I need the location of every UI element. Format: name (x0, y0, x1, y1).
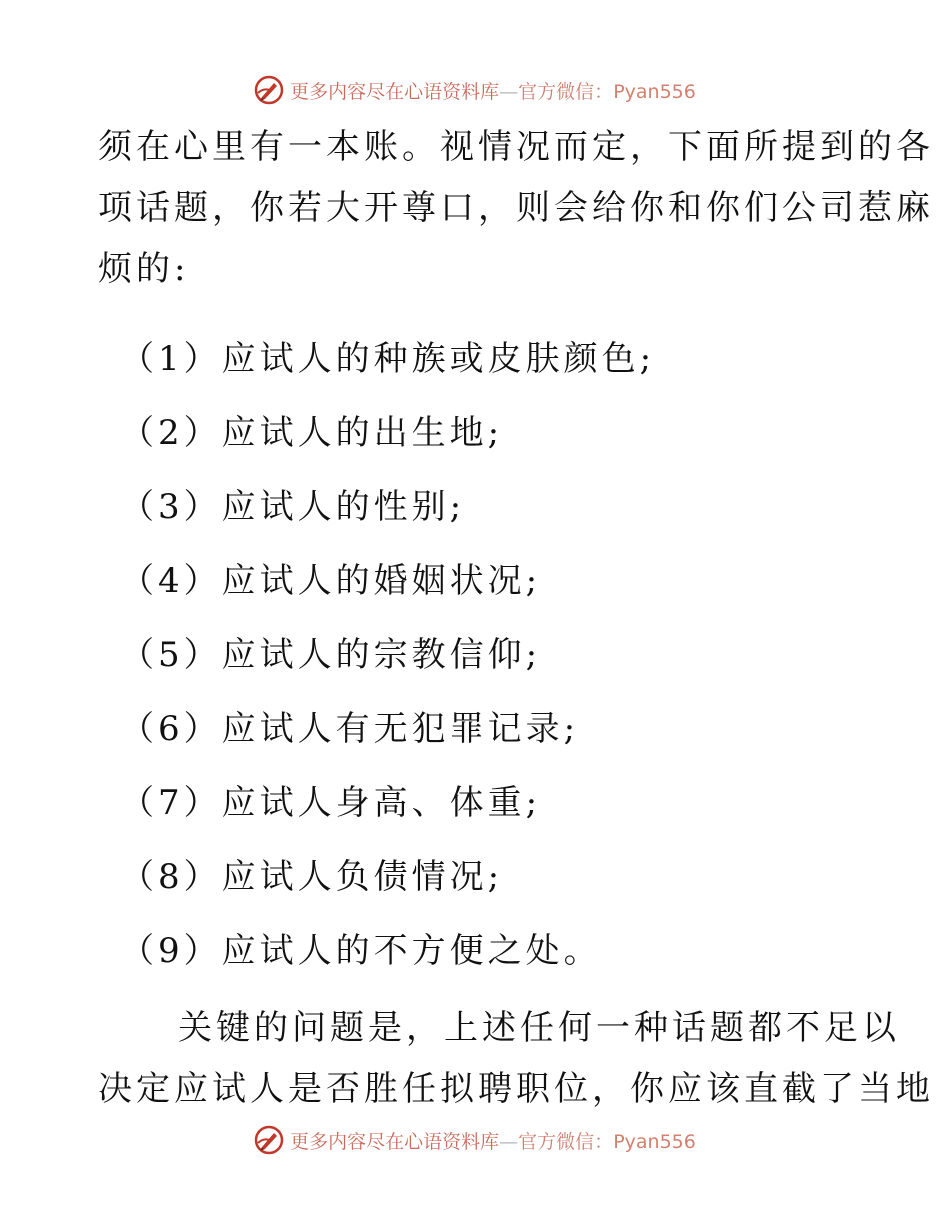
text-line: 烦的: (98, 249, 190, 289)
footer-watermark (0, 1120, 950, 1160)
list-item-number: （8） (120, 857, 222, 897)
list-item-number: （4） (120, 561, 222, 601)
banner-text (290, 1127, 696, 1154)
list-item (98, 766, 858, 840)
list-item (98, 618, 858, 692)
banner-chinese: 更多内容尽在心语资料库 (290, 80, 500, 103)
text-line: 关键的问题是，上述任何一种话题都不足以 (178, 1008, 900, 1048)
list-item-text: 应试人有无犯罪记录; (221, 709, 580, 749)
banner-prefix: 官方微信： (518, 1130, 614, 1153)
list-item-number: （5） (120, 635, 222, 675)
list-item-text: 应试人的出生地; (221, 413, 504, 453)
banner-prefix: 官方微信： (518, 80, 614, 103)
pen-logo-icon (254, 1125, 284, 1155)
list-item-number: （2） (120, 413, 222, 453)
list-item-number: （3） (120, 487, 222, 527)
list-item-text: 应试人的不方便之处。 (221, 931, 602, 971)
list-item-text: 应试人的性别; (221, 487, 466, 527)
list-item (98, 544, 858, 618)
pen-logo-icon (254, 75, 284, 105)
list-item-text: 应试人负债情况; (221, 857, 504, 897)
paragraph-2 (98, 998, 934, 1120)
list-item-number: （9） (120, 931, 222, 971)
banner-chinese: 更多内容尽在心语资料库 (290, 1130, 500, 1153)
list-item-text: 应试人身高、体重; (221, 783, 542, 823)
banner-text (290, 77, 696, 104)
banner-id: Pyan556 (613, 1130, 696, 1153)
page-body (98, 117, 934, 1120)
list-item (98, 470, 858, 544)
banner-id: Pyan556 (613, 80, 696, 103)
text-line: 项话题，你若大开尊口，则会给你和你们公司惹麻 (98, 188, 934, 228)
topic-list (98, 322, 858, 988)
list-item-text: 应试人的婚姻状况; (221, 561, 542, 601)
list-item (98, 840, 858, 914)
banner-dash: — (499, 80, 519, 103)
list-item-number: （7） (120, 783, 222, 823)
list-item (98, 692, 858, 766)
paragraph-1 (98, 117, 934, 300)
list-item (98, 396, 858, 470)
list-item-text: 应试人的宗教信仰; (221, 635, 542, 675)
text-line: 须在心里有一本账。视情况而定，下面所提到的各 (98, 127, 934, 167)
list-item (98, 914, 858, 988)
list-item-text: 应试人的种族或皮肤颜色; (221, 339, 656, 379)
banner-dash: — (499, 1130, 519, 1153)
list-item (98, 322, 858, 396)
list-item-number: （6） (120, 709, 222, 749)
list-item-number: （1） (120, 339, 222, 379)
header-watermark (0, 70, 950, 110)
text-line: 决定应试人是否胜任拟聘职位，你应该直截了当地 (98, 1069, 934, 1109)
